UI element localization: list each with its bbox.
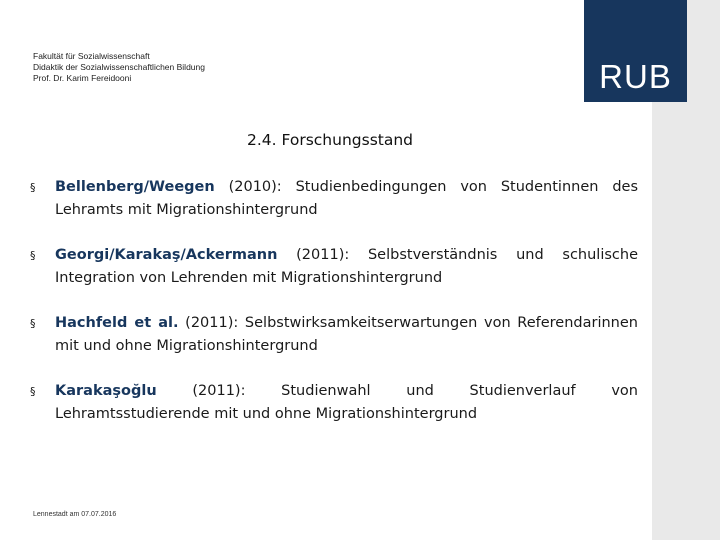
item-text: (2011): Selbstwirksamkeitserwartungen von Referendarinnen mit und ohne Migrationshintergrund	[55, 315, 638, 354]
research-list	[30, 176, 638, 448]
item-author: Karakaşoğlu	[55, 383, 157, 399]
footer-date: Lennestadt am 07.07.2016	[33, 511, 117, 518]
bullet-icon: §	[30, 181, 36, 194]
faculty-header	[33, 51, 205, 84]
bullet-icon: §	[30, 249, 36, 262]
rub-logo	[584, 0, 687, 102]
list-item	[30, 244, 638, 290]
item-text: (2011): Selbstverständnis und schulische Integration von Lehrenden mit Migrationshintergrund	[55, 247, 638, 286]
list-item	[30, 176, 638, 222]
item-text: (2011): Studienwahl und Studienverlauf von Lehramtsstudierende mit und ohne Migrationshintergrund	[55, 383, 638, 422]
item-text: (2010): Studienbedingungen von Studentinnen des Lehramts mit Migrationshintergrund	[55, 179, 638, 218]
rub-logo-text: RUB	[599, 58, 672, 95]
slide-title: 2.4. Forschungsstand	[246, 131, 414, 149]
item-author: Hachfeld et al.	[55, 315, 179, 331]
header-line-faculty: Fakultät für Sozialwissenschaft	[33, 51, 150, 61]
list-item	[30, 312, 638, 358]
item-author: Georgi/Karakaş/Ackermann	[55, 247, 278, 263]
header-line-department: Didaktik der Sozialwissenschaftlichen Bildung	[33, 62, 205, 72]
bullet-icon: §	[30, 317, 36, 330]
item-author: Bellenberg/Weegen	[55, 179, 215, 195]
list-item	[30, 380, 638, 426]
bullet-icon: §	[30, 385, 36, 398]
header-line-professor: Prof. Dr. Karim Fereidooni	[33, 73, 132, 83]
